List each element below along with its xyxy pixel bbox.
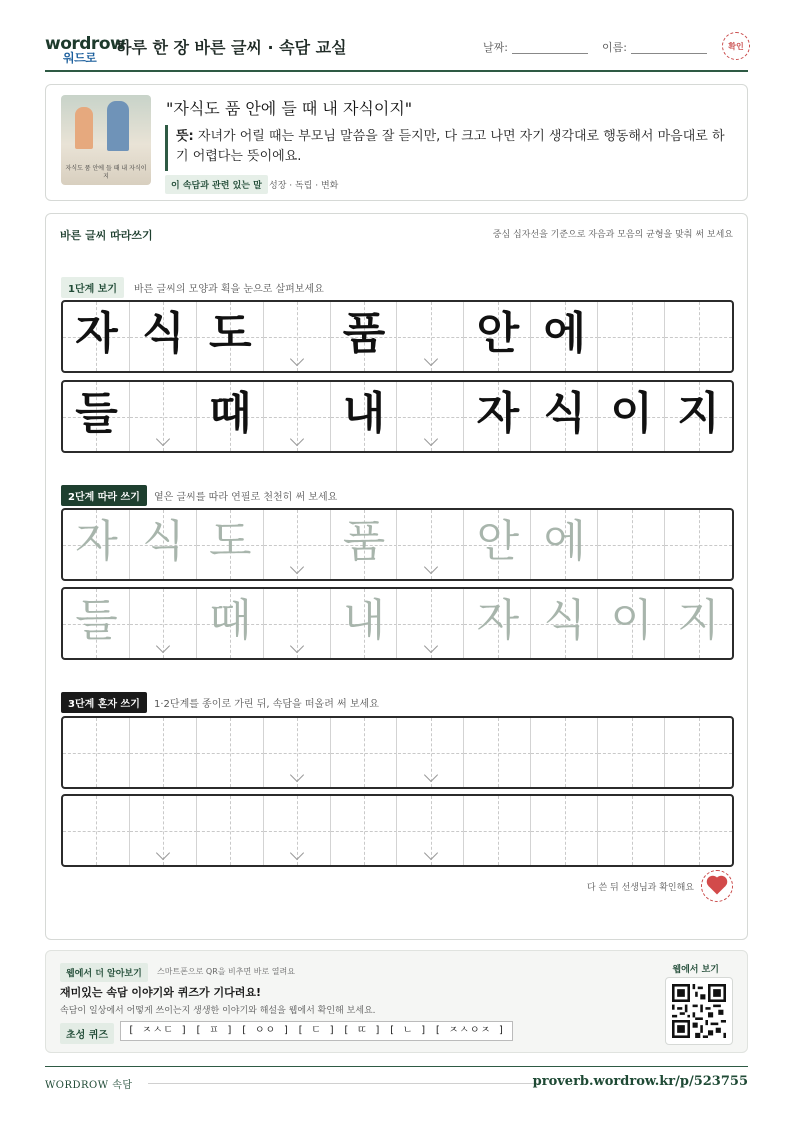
- proverb-syllable: 안: [476, 308, 520, 359]
- writing-cell[interactable]: [531, 510, 598, 579]
- page-title: 하루 한 장 바른 글씨 · 속담 교실: [116, 38, 347, 57]
- writing-cell: [197, 382, 264, 451]
- writing-cell[interactable]: [197, 510, 264, 579]
- writing-cell[interactable]: [398, 718, 465, 787]
- proverb-syllable: 자: [476, 388, 520, 439]
- writing-cell[interactable]: [398, 796, 465, 865]
- practice-note: 중심 십자선을 기준으로 자음과 모음의 균형을 맞춰 써 보세요: [492, 230, 733, 240]
- writing-cell[interactable]: [598, 510, 665, 579]
- step2-label: 2단계 따라 쓰기: [61, 485, 147, 506]
- child-figure: [107, 101, 129, 151]
- qr-code-icon: [672, 984, 726, 1038]
- writing-cell[interactable]: [197, 589, 264, 658]
- proverb-syllable: 지: [677, 595, 720, 646]
- writing-cell[interactable]: [130, 796, 197, 865]
- writing-cell[interactable]: [264, 796, 331, 865]
- teacher-check-note: 다 쓴 뒤 선생님과 확인해요: [586, 883, 694, 893]
- writing-cell: [197, 302, 264, 371]
- writing-cell[interactable]: [531, 796, 598, 865]
- writing-cell: [264, 302, 331, 371]
- writing-cell[interactable]: [665, 718, 732, 787]
- space-mark-icon: [290, 639, 304, 653]
- writing-cell[interactable]: [264, 718, 331, 787]
- writing-cell: [598, 302, 665, 371]
- footer-divider: [45, 1066, 748, 1067]
- proverb-syllable: 이: [610, 388, 653, 439]
- initial-consonant-quiz: [ ㅈㅅㄷ ] [ ㅍ ] [ ㅇㅇ ] [ ㄷ ] [ ㄸ ] [ ㄴ ] [ ㅈㅅㅇㅈ ]: [120, 1021, 513, 1041]
- proverb-syllable: 이: [610, 595, 653, 646]
- related-words: 성장 · 독립 · 변화: [269, 181, 339, 191]
- writing-cell[interactable]: [331, 796, 398, 865]
- proverb-syllable: 에: [543, 516, 586, 567]
- writing-cell[interactable]: [598, 796, 665, 865]
- name-field[interactable]: [631, 53, 707, 54]
- writing-cell[interactable]: [665, 510, 732, 579]
- writing-cell[interactable]: [130, 510, 197, 579]
- space-mark-icon: [424, 639, 438, 653]
- writing-cell[interactable]: [63, 796, 130, 865]
- name-label: 이름:: [602, 41, 627, 54]
- proverb-syllable: 내: [342, 388, 386, 439]
- wordrow-logo[interactable]: [45, 34, 126, 65]
- stamp-text: 확인: [728, 41, 744, 51]
- header-divider: [45, 70, 748, 72]
- writing-cell[interactable]: [398, 510, 465, 579]
- space-mark-icon: [290, 768, 304, 782]
- meaning-text: 자녀가 어릴 때는 부모님 말씀을 잘 듣지만, 다 크고 나면 자기 생각대로 행동해서 마음대로 하기 어렵다는 뜻이에요.: [176, 129, 725, 164]
- proverb-syllable: 안: [476, 516, 520, 567]
- writing-cell: [264, 382, 331, 451]
- writing-cell[interactable]: [63, 510, 130, 579]
- proverb-syllable: 도: [208, 516, 252, 567]
- writing-cell: [464, 382, 531, 451]
- writing-cell[interactable]: [264, 589, 331, 658]
- writing-cell[interactable]: [130, 589, 197, 658]
- heart-stamp-icon: [701, 870, 733, 902]
- step3-desc: 1·2단계를 종이로 가린 뒤, 속담을 떠올려 써 보세요: [154, 699, 379, 710]
- writing-cell[interactable]: [665, 796, 732, 865]
- writing-cell[interactable]: [665, 589, 732, 658]
- related-words-label: 이 속담과 관련 있는 말: [165, 175, 268, 194]
- proverb-syllable: 식: [543, 595, 586, 646]
- web-headline: 재미있는 속담 이야기와 퀴즈가 기다려요!: [60, 986, 261, 999]
- proverb-syllable: 지: [677, 388, 720, 439]
- web-info-box: [45, 950, 748, 1053]
- check-stamp-icon: [722, 32, 750, 60]
- writing-cell[interactable]: [464, 589, 531, 658]
- writing-cell[interactable]: [464, 718, 531, 787]
- writing-cell[interactable]: [197, 718, 264, 787]
- proverb-syllable: 때: [208, 388, 252, 439]
- step1-row-1: [61, 300, 734, 373]
- proverb-syllable: 때: [208, 595, 252, 646]
- writing-cell[interactable]: [331, 510, 398, 579]
- proverb-syllable: 품: [342, 516, 386, 567]
- space-mark-icon: [290, 352, 304, 366]
- step3-label: 3단계 혼자 쓰기: [61, 692, 147, 713]
- proverb-syllable: 도: [208, 308, 252, 359]
- quiz-label: 초성 퀴즈: [60, 1023, 114, 1044]
- space-mark-icon: [156, 639, 170, 653]
- proverb-card: [45, 84, 748, 201]
- writing-cell: [665, 302, 732, 371]
- space-mark-icon: [290, 846, 304, 860]
- logo-subtext: 워드로: [63, 51, 97, 65]
- web-qr-hint: 스마트폰으로 QR을 비추면 바로 열려요: [157, 967, 295, 976]
- step3-row-1[interactable]: [61, 716, 734, 789]
- writing-cell: [63, 302, 130, 371]
- writing-cell[interactable]: [531, 718, 598, 787]
- space-mark-icon: [424, 352, 438, 366]
- step2-row-1[interactable]: [61, 508, 734, 581]
- logo-text: wordrow: [45, 34, 126, 54]
- proverb-syllable: 들: [75, 595, 118, 646]
- writing-cell[interactable]: [531, 589, 598, 658]
- writing-cell[interactable]: [63, 589, 130, 658]
- writing-cell: [598, 382, 665, 451]
- writing-cell: [398, 382, 465, 451]
- writing-cell[interactable]: [464, 510, 531, 579]
- step2-row-2[interactable]: [61, 587, 734, 660]
- proverb-syllable: 품: [342, 308, 386, 359]
- space-mark-icon: [290, 560, 304, 574]
- page-header: [45, 30, 748, 72]
- qr-title: 웹에서 보기: [672, 965, 719, 975]
- writing-cell[interactable]: [130, 718, 197, 787]
- writing-cell[interactable]: [63, 718, 130, 787]
- proverb-syllable: 자: [75, 308, 118, 359]
- space-mark-icon: [424, 560, 438, 574]
- meaning-label: 뜻:: [176, 129, 194, 144]
- proverb-meaning: [176, 127, 736, 167]
- writing-cell[interactable]: [598, 589, 665, 658]
- footer-line: [148, 1083, 538, 1084]
- step1-row-2: [61, 380, 734, 453]
- practice-panel: [45, 213, 748, 940]
- web-more-label: 웹에서 더 알아보기: [60, 963, 148, 982]
- writing-cell[interactable]: [598, 718, 665, 787]
- step1-desc: 바른 글씨의 모양과 획을 눈으로 살펴보세요: [134, 284, 324, 295]
- footer-brand: WORDROW 속담: [45, 1080, 133, 1091]
- writing-cell: [331, 302, 398, 371]
- writing-cell: [63, 382, 130, 451]
- writing-cell[interactable]: [331, 718, 398, 787]
- writing-cell[interactable]: [464, 796, 531, 865]
- space-mark-icon: [424, 768, 438, 782]
- date-field[interactable]: [512, 53, 588, 54]
- writing-cell[interactable]: [264, 510, 331, 579]
- proverb-syllable: 식: [142, 308, 185, 359]
- writing-cell: [130, 382, 197, 451]
- proverb-syllable: 내: [342, 595, 386, 646]
- date-label: 날짜:: [483, 41, 508, 54]
- writing-cell[interactable]: [197, 796, 264, 865]
- proverb-syllable: 식: [543, 388, 586, 439]
- proverb-title: "자식도 품 안에 들 때 내 자식이지": [166, 99, 413, 118]
- space-mark-icon: [290, 432, 304, 446]
- writing-cell: [665, 382, 732, 451]
- step3-row-2[interactable]: [61, 794, 734, 867]
- footer-url[interactable]: proverb.wordrow.kr/p/523755: [532, 1074, 748, 1089]
- step2-desc: 옅은 글씨를 따라 연필로 천천히 써 보세요: [154, 492, 338, 503]
- meaning-accent-bar: [165, 125, 168, 171]
- space-mark-icon: [424, 846, 438, 860]
- writing-cell[interactable]: [398, 589, 465, 658]
- space-mark-icon: [424, 432, 438, 446]
- writing-cell: [531, 302, 598, 371]
- writing-cell[interactable]: [331, 589, 398, 658]
- step1-label: 1단계 보기: [61, 277, 124, 298]
- writing-cell: [331, 382, 398, 451]
- illustration-caption: 자식도 품 안에 들 때 내 자식이지: [65, 165, 147, 181]
- proverb-illustration: [61, 95, 151, 185]
- proverb-syllable: 들: [75, 388, 118, 439]
- proverb-syllable: 자: [75, 516, 118, 567]
- proverb-syllable: 식: [142, 516, 185, 567]
- proverb-syllable: 자: [476, 595, 520, 646]
- web-description: 속담이 일상에서 어떻게 쓰이는지 생생한 이야기와 해설을 웹에서 확인해 보세요.: [60, 1006, 376, 1016]
- writing-cell: [464, 302, 531, 371]
- space-mark-icon: [156, 846, 170, 860]
- qr-code[interactable]: [665, 977, 733, 1045]
- space-mark-icon: [156, 432, 170, 446]
- writing-cell: [531, 382, 598, 451]
- writing-cell: [398, 302, 465, 371]
- practice-title: 바른 글씨 따라쓰기: [60, 229, 153, 242]
- proverb-syllable: 에: [543, 308, 586, 359]
- parent-figure: [75, 107, 93, 149]
- writing-cell: [130, 302, 197, 371]
